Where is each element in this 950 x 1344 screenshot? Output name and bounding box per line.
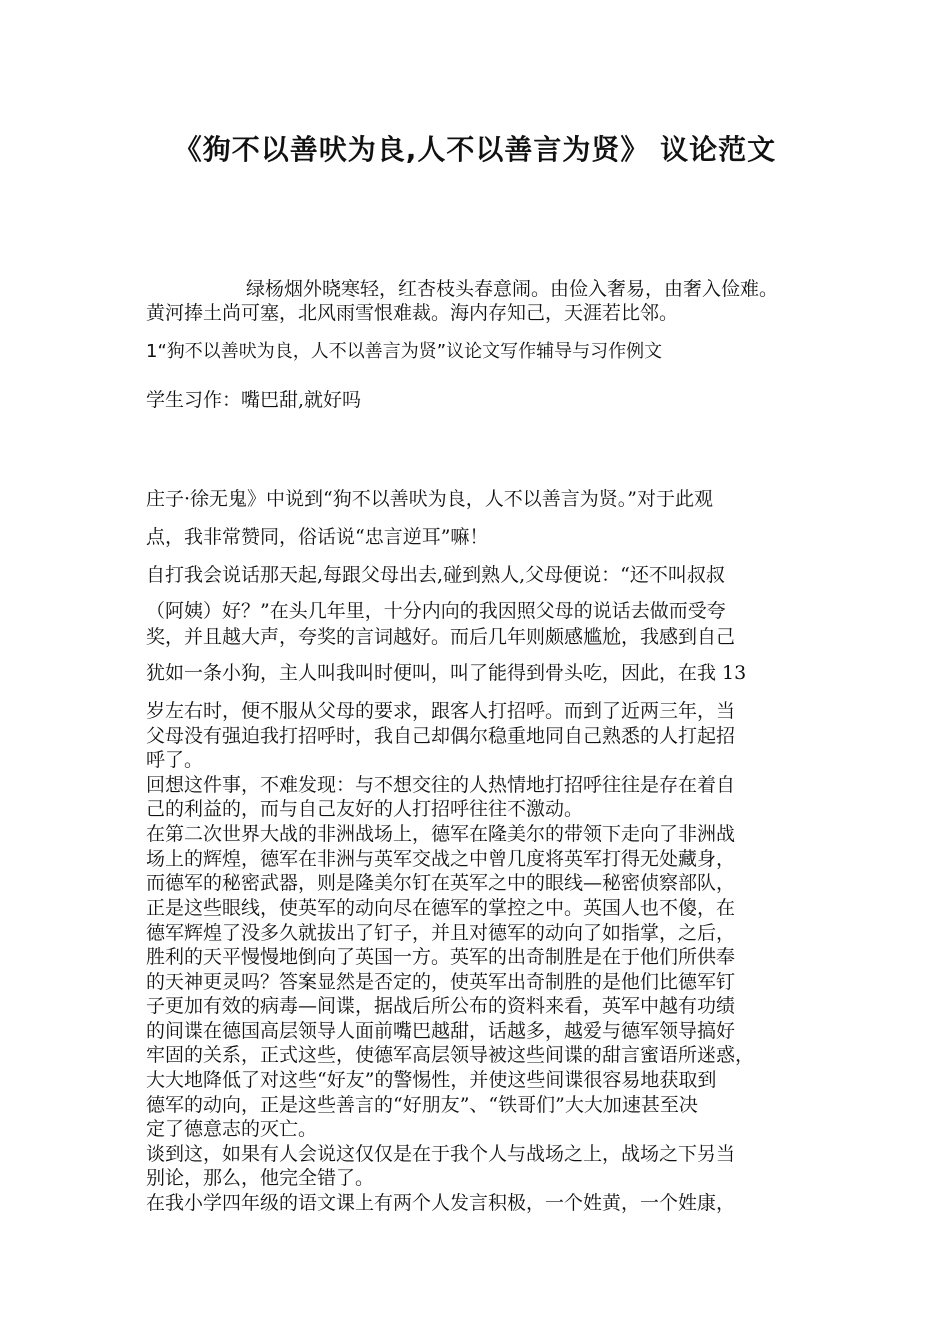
document-title: 《狗不以善吠为良,人不以善言为贤》 议论范文 [173, 133, 777, 166]
body-line: 点，我非常赞同，俗话说“忠言逆耳”嘛！ [146, 526, 489, 548]
body-line: 正是这些眼线，使英军的动向尽在德军的掌控之中。英国人也不傻，在 [146, 897, 736, 919]
body-line: 别论，那么，他完全错了。 [146, 1167, 375, 1189]
body-line: 己的利益的，而与自己友好的人打招呼往往不激动。 [146, 798, 584, 820]
poem-line-2: 黄河捧土尚可塞，北风雨雪恨难裁。海内存知己，天涯若比邻。 [146, 302, 679, 324]
body-line: 谈到这，如果有人会说这仅仅是在于我个人与战场之上，战场之下另当 [146, 1143, 736, 1165]
body-line: 而德军的秘密武器，则是隆美尔钉在英军之中的眼线—秘密侦察部队， [146, 872, 736, 894]
body-line: 子更加有效的病毒—间谍，据战后所公布的资料来看，英军中越有功绩 [146, 995, 736, 1017]
body-line: 犹如一条小狗，主人叫我叫时便叫，叫了能得到骨头吃，因此，在我 13 [146, 662, 747, 684]
body-line: 牢固的关系，正式这些，使德军高层领导被这些间谍的甜言蜜语所迷惑， [146, 1044, 755, 1066]
body-line: 德军辉煌了没多久就拔出了钉子，并且对德军的动向了如指掌，之后， [146, 922, 736, 944]
body-line: 呼了。 [146, 749, 204, 771]
body-line: 胜利的天平慢慢地倒向了英国一方。英军的出奇制胜是在于他们所供奉 [146, 946, 736, 968]
body-line: （阿姨）好？”在头几年里，十分内向的我因照父母的说话去做而受夸 [146, 600, 726, 622]
body-line: 定了德意志的灭亡。 [146, 1118, 318, 1140]
body-line: 的天神更灵吗？答案显然是否定的，使英军出奇制胜的是他们比德军钉 [146, 971, 736, 993]
body-line: 德军的动向，正是这些善言的“好朋友”、“铁哥们”大大加速甚至决 [146, 1094, 698, 1116]
poem-line-1: 绿杨烟外晓寒轻，红杏枝头春意闹。由俭入奢易，由奢入俭难。 [246, 278, 779, 300]
body-line: 大大地降低了对这些“好友”的警惕性，并使这些间谍很容易地获取到 [146, 1069, 717, 1091]
body-line: 的间谍在德国高层领导人面前嘴巴越甜，话越多，越爱与德军领导搞好 [146, 1020, 736, 1042]
body-line: 庄子·徐无鬼》中说到“狗不以善吠为良，人不以善言为贤。”对于此观 [146, 488, 713, 510]
body-line: 在第二次世界大战的非洲战场上，德军在隆美尔的带领下走向了非洲战 [146, 823, 736, 845]
body-line: 回想这件事，不难发现：与不想交往的人热情地打招呼往往是存在着自 [146, 774, 736, 796]
body-line: 奖，并且越大声，夸奖的言词越好。而后几年则颇感尴尬，我感到自己 [146, 626, 736, 648]
body-line: 场上的辉煌，德军在非洲与英军交战之中曾几度将英军打得无处藏身， [146, 848, 736, 870]
body-line: 自打我会说话那天起,每跟父母出去,碰到熟人,父母便说：“还不叫叔叔 [146, 564, 725, 586]
body-line: 父母没有强迫我打招呼时，我自己却偶尔稳重地同自己熟悉的人打起招 [146, 725, 736, 747]
essay-title: 学生习作：嘴巴甜,就好吗 [146, 389, 362, 411]
body-line: 岁左右时，便不服从父母的要求，跟客人打招呼。而到了近两三年，当 [146, 700, 736, 722]
body-line: 在我小学四年级的语文课上有两个人发言积极，一个姓黄，一个姓康， [146, 1192, 736, 1214]
section-heading: 1“狗不以善吠为良，人不以善言为贤”议论文写作辅导与习作例文 [146, 341, 663, 362]
